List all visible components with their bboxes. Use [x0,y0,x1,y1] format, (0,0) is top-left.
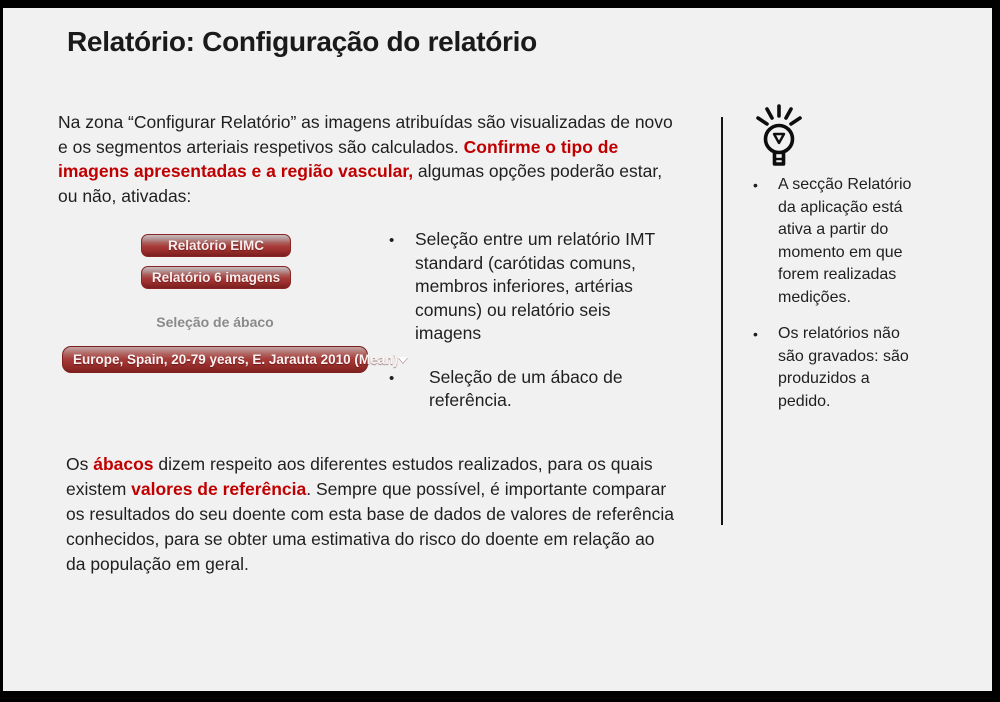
frame-left-bar [0,0,3,702]
bullet-marker [389,366,415,413]
body-text-highlight-1: ábacos [93,454,154,474]
bullet-marker [753,174,778,309]
tip-text: Os relatórios não são gravados: são produzidos a pedido. [778,325,909,410]
list-item [753,323,989,413]
bullet-marker [389,228,415,346]
report-eimc-button[interactable]: Relatório EIMC [141,234,291,257]
page-title: Relatório: Configuração do relatório [67,26,537,57]
intro-paragraph [58,110,678,209]
intro-text-highlight: Confirme o tipo de imagens apresentadas e a região vascular, [58,136,619,182]
abacus-dropdown-value: Europe, Spain, 20-79 years, E. Jarauta 2010 (Mean) [73,352,398,367]
intro-text-normal-1: Na zona “Configurar Relatório” as imagens atribuídas são visualizadas de novo e os segmentos arteriais respetivos são calculados. [58,112,673,157]
list-item [753,174,989,309]
abacus-dropdown[interactable] [62,346,398,373]
body-text-normal-3: . Sempre que possível, é importante comparar os resultados do seu doente com esta base de dados de valores de referência conhecidos, para se obter uma estimativa do risco do doente em relação ao da população em geral. [66,479,675,574]
intro-text-normal-2: algumas opções poderão estar, ou não, ativadas: [58,161,663,207]
feature-bullet-list [389,228,679,413]
frame-bottom-bar [0,691,1000,702]
bullet-marker [753,323,778,413]
report-button-stack [141,234,291,298]
list-item [389,228,679,346]
body-text-normal-2: dizem respeito aos diferentes estudos realizados, para os quais existem [66,454,653,499]
feature-bullet-text: Seleção entre um relatório IMT standard (carótidas comuns, membros inferiores, artérias comuns) ou relatório seis imagens [415,229,655,343]
tips-list [753,174,989,413]
frame-top-bar [0,0,1000,8]
abacus-selection-label: Seleção de ábaco [156,314,274,330]
body-paragraph [66,452,678,577]
list-item [389,366,679,413]
tip-text: A secção Relatório da aplicação está ativa a partir do momento em que forem realizadas medições. [778,176,912,306]
frame-right-bar [992,0,1000,702]
feature-bullet-text: Seleção de um ábaco de referência. [429,366,623,410]
body-text-highlight-2: valores de referência [131,479,307,499]
report-6-images-button[interactable]: Relatório 6 imagens [141,266,291,289]
sidebar-divider [721,117,723,525]
lightbulb-icon [748,103,810,176]
body-text-normal-1: Os [66,454,94,474]
